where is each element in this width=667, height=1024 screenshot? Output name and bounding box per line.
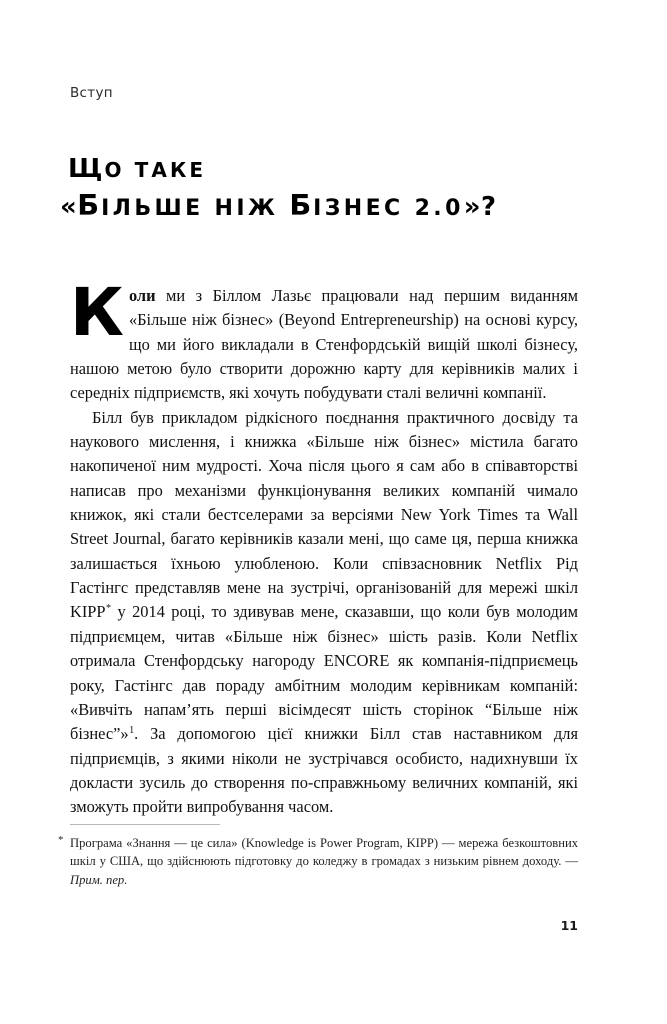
paragraph-2-part-1: Білл був прикладом рідкісного поєднання практичного досвіду та наукового мислення, і книжка «Більше ніж бізнес» містила багато накопиченої ним мудрості. Хоча після цього я сам або в співавторстві написав про механізми функціонування великих компаній чимало книжок, які стали бестселерами за версіями New York Times та Wall Street Journal, багато керівників казали мені, що саме ця, перша книжка залишається їхньою улюбленою. Коли співзасновник Netflix Рід Гастінгс представляв мене на зустрічі, організованій для мережі шкіл KIPP	[70, 407, 578, 622]
chapter-title-line-2-rest-b: ІЗНЕС 2.0	[313, 195, 464, 221]
paragraph-2-part-2: у 2014 році, то здивував мене, сказавши, що коли був молодим підприємцем, читав «Більше ніж бізнес» шість разів. Коли Netflix отримала Стенфордську нагороду ENCORE як компанія-підприємець року, Гастінгс дав пораду амбітним молодим керівникам компаній: «Вивчіть напам’ять перші вісімдесят шість сторінок “Більше ніж бізнес”»	[70, 602, 578, 744]
page-number: 11	[560, 918, 578, 933]
body-text	[70, 274, 578, 820]
chapter-title-line-2	[60, 187, 608, 224]
footnote-attribution: Прим. пер.	[70, 872, 128, 887]
footnote-separator-rule	[70, 824, 220, 825]
endnote-marker-1: 1	[129, 724, 135, 736]
paragraph-1-text: ми з Біллом Лазьє працювали над першим виданням «Більше ніж бізнес» (Beyond Entrepreneurship) на основі курсу, що ми його викладали в Стенфордській вищій школі бізнесу, нашою метою було створити дорожню карту для керівників малих і середніх підприємств, які хочуть побудувати сталі величні компанії.	[70, 286, 578, 403]
chapter-title-question-mark: ?	[481, 191, 497, 222]
running-head: Вступ	[70, 85, 113, 101]
footnote-marker: *	[58, 834, 64, 846]
footnote-block	[58, 824, 578, 889]
paragraph-1	[70, 274, 578, 406]
chapter-title-line-2-initial-2: Б	[289, 187, 314, 222]
chapter-title-line-1	[68, 153, 608, 186]
paragraph-2-part-3: . За допомогою цієї книжки Білл став наставником для підприємців, з якими ніколи не зустрічався особисто, надихнувши їх докласти зусиль до створення по-справжньому величних компаній, які зможуть пройти випробування часом.	[70, 724, 578, 817]
drop-cap: К	[70, 274, 124, 351]
footnote-text-main: Програма «Знання — це сила» (Knowledge is Power Program, KIPP) — мережа безкоштовних шкіл у США, що здійснюють підготовку до коледжу в громадах з низьким рівнем доходу. —	[70, 836, 578, 869]
chapter-title-line-2-rest-a: ІЛЬШЕ НІЖ	[101, 195, 290, 221]
paragraph-1-lead: оли	[128, 286, 156, 305]
chapter-title-open-quote: «	[60, 191, 78, 222]
footnote-text	[58, 834, 578, 889]
chapter-title-line-2-initial: Б	[77, 187, 102, 222]
chapter-title-line-1-rest: О ТАКЕ	[104, 158, 207, 183]
chapter-title	[60, 153, 608, 223]
paragraph-2	[70, 406, 578, 820]
footnote-marker-asterisk: *	[106, 603, 112, 614]
chapter-title-line-1-initial: Щ	[68, 154, 105, 185]
chapter-title-close-quote: »	[463, 191, 482, 222]
